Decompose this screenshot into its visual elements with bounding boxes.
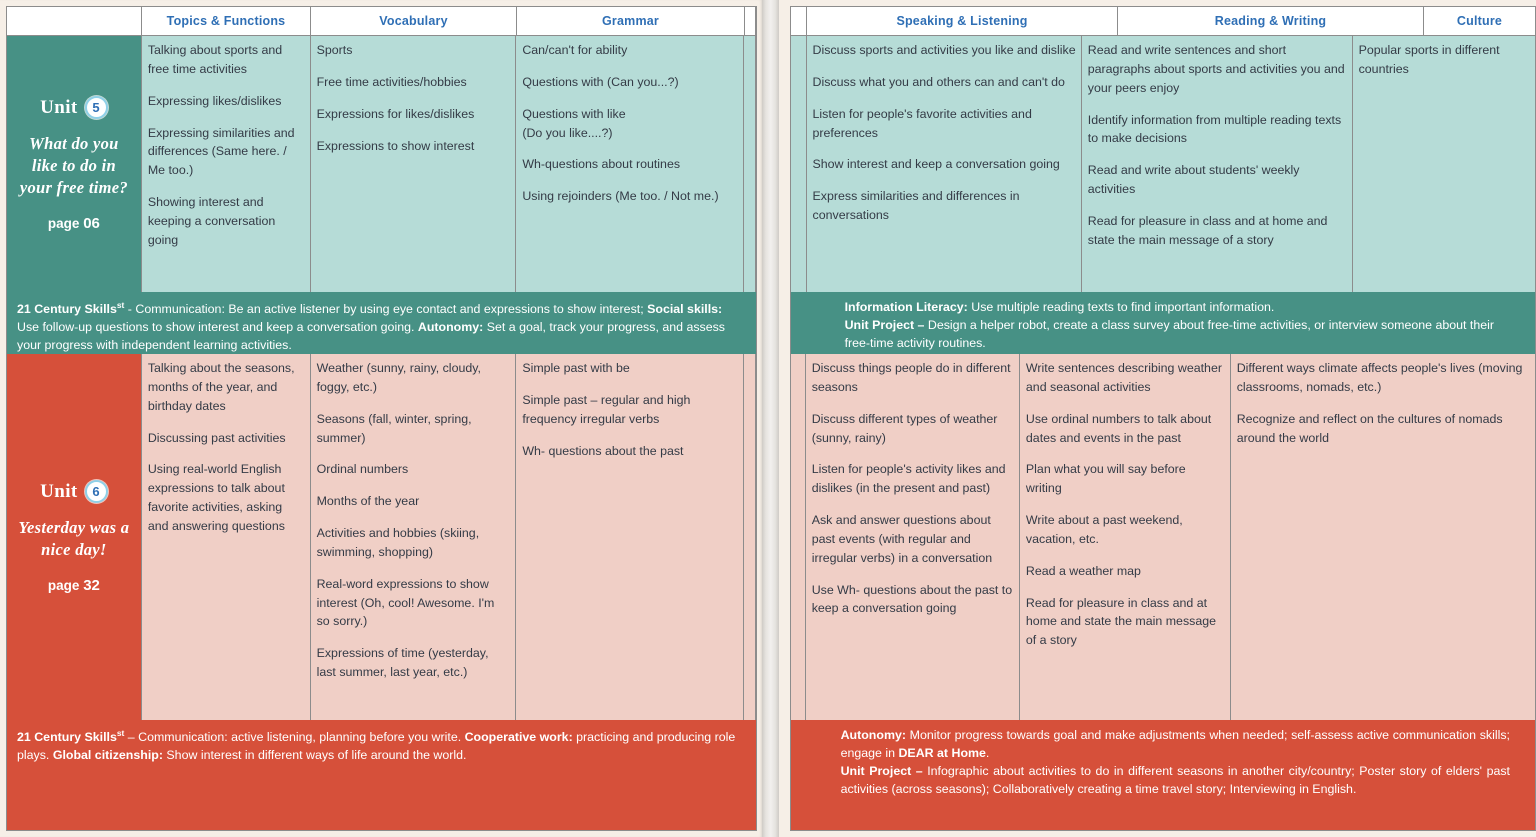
header-cell-grammar: Grammar: [517, 7, 745, 36]
cell-entry: Read for pleasure in class and at home and state the main message of a story: [1087, 213, 1328, 247]
cell-entry: Showing interest and keeping a conversation going: [147, 195, 276, 247]
cell-entry: Wh-questions about routines: [522, 157, 681, 172]
unit5-unit-word: Unit: [40, 96, 78, 118]
unit6-unit-word: Unit: [40, 480, 78, 502]
page-gutter: [762, 0, 779, 837]
unit5-row-right: [791, 36, 1535, 292]
cell-entry: Listen for people's favorite activities and preferences: [812, 106, 1032, 140]
banner-bold-label: DEAR at Home: [898, 745, 986, 760]
unit6-edge-cell: [744, 354, 756, 720]
banner-bold-label: Autonomy:: [840, 728, 906, 742]
cell-entry: Write about a past weekend, vacation, etc.: [1025, 513, 1183, 546]
left-header-row: [7, 7, 756, 36]
cell-entry: Simple past with be: [522, 361, 630, 375]
header-cell-unit: [7, 7, 142, 36]
cell-entry: Discuss what you and others can and can't do: [812, 74, 1065, 89]
cell-entry: Discuss things people do in different seasons: [811, 361, 1011, 394]
banner-bold-label: Global citizenship:: [52, 748, 163, 763]
cell-entry: Use Wh- questions about the past to keep a conversation going: [811, 582, 1013, 616]
cell-entry: Plan what you will say before writing: [1025, 462, 1186, 496]
unit6-skills-banner-left: 21 Century Skills$^{st}$ – Communication: active listening, planning before you write. Cooperative work: practicing and producing role plays. Global citizenship: Show interest in different ways of life around the world.: [7, 720, 756, 830]
cell-entry: Ordinal numbers: [316, 462, 409, 477]
cell-entry: Identify information from multiple reading texts to make decisions: [1087, 112, 1342, 146]
cell-entry: Activities and hobbies (skiing, swimming, shopping): [316, 526, 480, 559]
cell-entry: Popular sports in different countries: [1358, 43, 1500, 76]
unit5-skills-banner-left: 21 Century Skills$^{st}$ - Communication: Be an active listener by using eye contact and expressions to show interest; Social skills: Use follow-up questions to show interest and keep a conversation going. Autonomy: Set a goal, track your progress, and assess your progress with independent learning activities.: [7, 292, 756, 354]
unit5-page-ref: [48, 215, 100, 232]
cell-entry: Simple past – regular and high frequency irregular verbs: [522, 392, 691, 426]
cell-entry: Talking about sports and free time activities: [147, 43, 283, 76]
cell-entry: Can/can't for ability: [522, 43, 628, 57]
header-cell-vocabulary: Vocabulary: [311, 7, 517, 36]
cell-entry: Weather (sunny, rainy, cloudy, foggy, etc.): [316, 361, 481, 394]
banner-bold-label: Unit Project –: [840, 763, 923, 778]
unit5-grammar-cell: [516, 36, 744, 292]
right-page: [779, 0, 1536, 837]
unit5-edge-cell: [744, 36, 756, 292]
unit5-label-cell: [7, 36, 142, 292]
cell-entry: Express similarities and differences in conversations: [812, 189, 1020, 223]
unit6-page-number: 32: [83, 576, 100, 594]
cell-entry: Read for pleasure in class and at home and state the main message of a story: [1025, 595, 1217, 648]
unit6-page-label: page: [47, 577, 80, 593]
banner-bold-label: Information Literacy:: [844, 300, 968, 314]
unit6-culture-cell: [1231, 354, 1535, 720]
banner-bold-label: Cooperative work:: [464, 730, 573, 745]
cell-entry: Free time activities/hobbies: [316, 74, 467, 89]
banner-bold-label: 21 Century Skills$^{st}$: [17, 300, 125, 317]
header-cell-edge-right: [791, 7, 807, 36]
header-cell-culture: Culture: [1424, 7, 1535, 36]
right-table: [790, 6, 1536, 831]
unit6-heading: [40, 480, 108, 503]
unit6-skills-banner-row-right: [791, 720, 1535, 830]
cell-entry: Months of the year: [316, 494, 420, 509]
left-table: [6, 6, 757, 831]
unit5-skills-banner-right: Information Literacy: Use multiple reading texts to find important information. Unit Project – Design a helper robot, create a class survey about free-time activities, or interview someone about their free-time activity routines.: [805, 292, 1535, 354]
unit5-banner-edge-right: [791, 292, 805, 354]
unit5-heading: [40, 96, 108, 119]
unit6-row-left: [7, 354, 756, 720]
cell-entry: Seasons (fall, winter, spring, summer): [316, 411, 472, 445]
unit5-title: What do you like to do in your free time?: [19, 134, 128, 197]
unit6-grammar-cell: [516, 354, 744, 720]
unit6-reading-cell: [1020, 354, 1231, 720]
banner-bold-label: Autonomy:: [417, 320, 484, 335]
left-page: [0, 0, 762, 837]
unit6-skills-banner-row-left: [7, 720, 756, 830]
cell-entry: Sports: [316, 43, 353, 57]
banner-bold-label: 21 Century Skills$^{st}$: [17, 728, 125, 745]
unit6-vocabulary-cell: [311, 354, 517, 720]
banner-bold-label: Unit Project –: [844, 317, 925, 332]
cell-entry: Expressing likes/dislikes: [147, 93, 282, 108]
cell-entry: Read a weather map: [1025, 563, 1141, 578]
cell-entry: Using rejoinders (Me too. / Not me.): [522, 189, 719, 204]
cell-entry: Expressions for likes/dislikes: [316, 106, 475, 121]
cell-entry: Discuss sports and activities you like and dislike: [812, 43, 1076, 57]
cell-entry: Using real-world English expressions to talk about favorite activities, asking and answering questions: [147, 462, 285, 533]
unit5-page-number: 06: [83, 214, 100, 232]
unit5-edge-cell-right: [791, 36, 807, 292]
unit6-skills-banner-right: Autonomy: Monitor progress towards goal and make adjustments when needed; self-assess active communication skills; engage in DEAR at Home. Unit Project – Infographic about activities to do in different seasons in another city/country; Poster story of elders' past activities (across seasons); Collaboratively creating a time travel story; Interviewing in English.: [801, 720, 1535, 830]
header-cell-speaking: Speaking & Listening: [807, 7, 1118, 36]
unit6-edge-cell-right: [791, 354, 806, 720]
cell-entry: Use ordinal numbers to talk about dates and events in the past: [1025, 411, 1212, 445]
cell-entry: Expressions of time (yesterday, last summer, last year, etc.): [316, 646, 489, 680]
cell-entry: Write sentences describing weather and seasonal activities: [1025, 361, 1222, 394]
unit5-page-label: page: [47, 215, 80, 231]
unit5-vocabulary-cell: [311, 36, 517, 292]
unit6-number-badge: 6: [85, 480, 108, 503]
cell-entry: Expressions to show interest: [316, 138, 475, 153]
right-header-row: [791, 7, 1535, 36]
cell-entry: Different ways climate affects people's lives (moving classrooms, nomads, etc.): [1236, 361, 1523, 394]
cell-entry: Show interest and keep a conversation going: [812, 157, 1060, 172]
cell-entry: Questions with like (Do you like....?): [522, 106, 626, 140]
cell-entry: Ask and answer questions about past events (with regular and irregular verbs) in a conversation: [811, 513, 993, 565]
unit5-row-left: [7, 36, 756, 292]
cell-entry: Wh- questions about the past: [522, 443, 684, 458]
unit5-reading-cell: [1082, 36, 1353, 292]
unit6-row-right: [791, 354, 1535, 720]
unit6-page-ref: [48, 577, 100, 594]
cell-entry: Discuss different types of weather (sunny, rainy): [811, 411, 998, 445]
header-cell-topics: Topics & Functions: [142, 7, 311, 36]
header-cell-reading: Reading & Writing: [1118, 7, 1424, 36]
banner-bold-label: Social skills:: [647, 302, 723, 317]
header-cell-edge: [745, 7, 756, 36]
cell-entry: Expressing similarities and differences (Same here. / Me too.): [147, 125, 295, 178]
cell-entry: Real-word expressions to show interest (Oh, cool! Awesome. I'm so sorry.): [316, 576, 495, 629]
unit5-culture-cell: [1353, 36, 1535, 292]
unit6-banner-edge-right: [791, 720, 801, 830]
cell-entry: Talking about the seasons, months of the year, and birthday dates: [147, 361, 295, 413]
cell-entry: Discussing past activities: [147, 430, 286, 445]
unit6-label-cell: [7, 354, 142, 720]
cell-entry: Listen for people's activity likes and dislikes (in the present and past): [811, 462, 1006, 496]
unit5-topics-cell: [142, 36, 311, 292]
unit5-number-badge: 5: [85, 96, 108, 119]
cell-entry: Recognize and reflect on the cultures of nomads around the world: [1236, 411, 1503, 445]
unit6-speaking-cell: [806, 354, 1020, 720]
unit5-speaking-cell: [807, 36, 1082, 292]
cell-entry: Read and write sentences and short paragraphs about sports and activities you and your peers enjoy: [1087, 43, 1345, 95]
unit5-skills-banner-row-left: [7, 292, 756, 354]
cell-entry: Read and write about students' weekly activities: [1087, 163, 1300, 197]
unit6-topics-cell: [142, 354, 311, 720]
unit6-title: Yesterday was a nice day!: [18, 518, 130, 559]
cell-entry: Questions with (Can you...?): [522, 74, 679, 89]
unit5-skills-banner-row-right: [791, 292, 1535, 354]
